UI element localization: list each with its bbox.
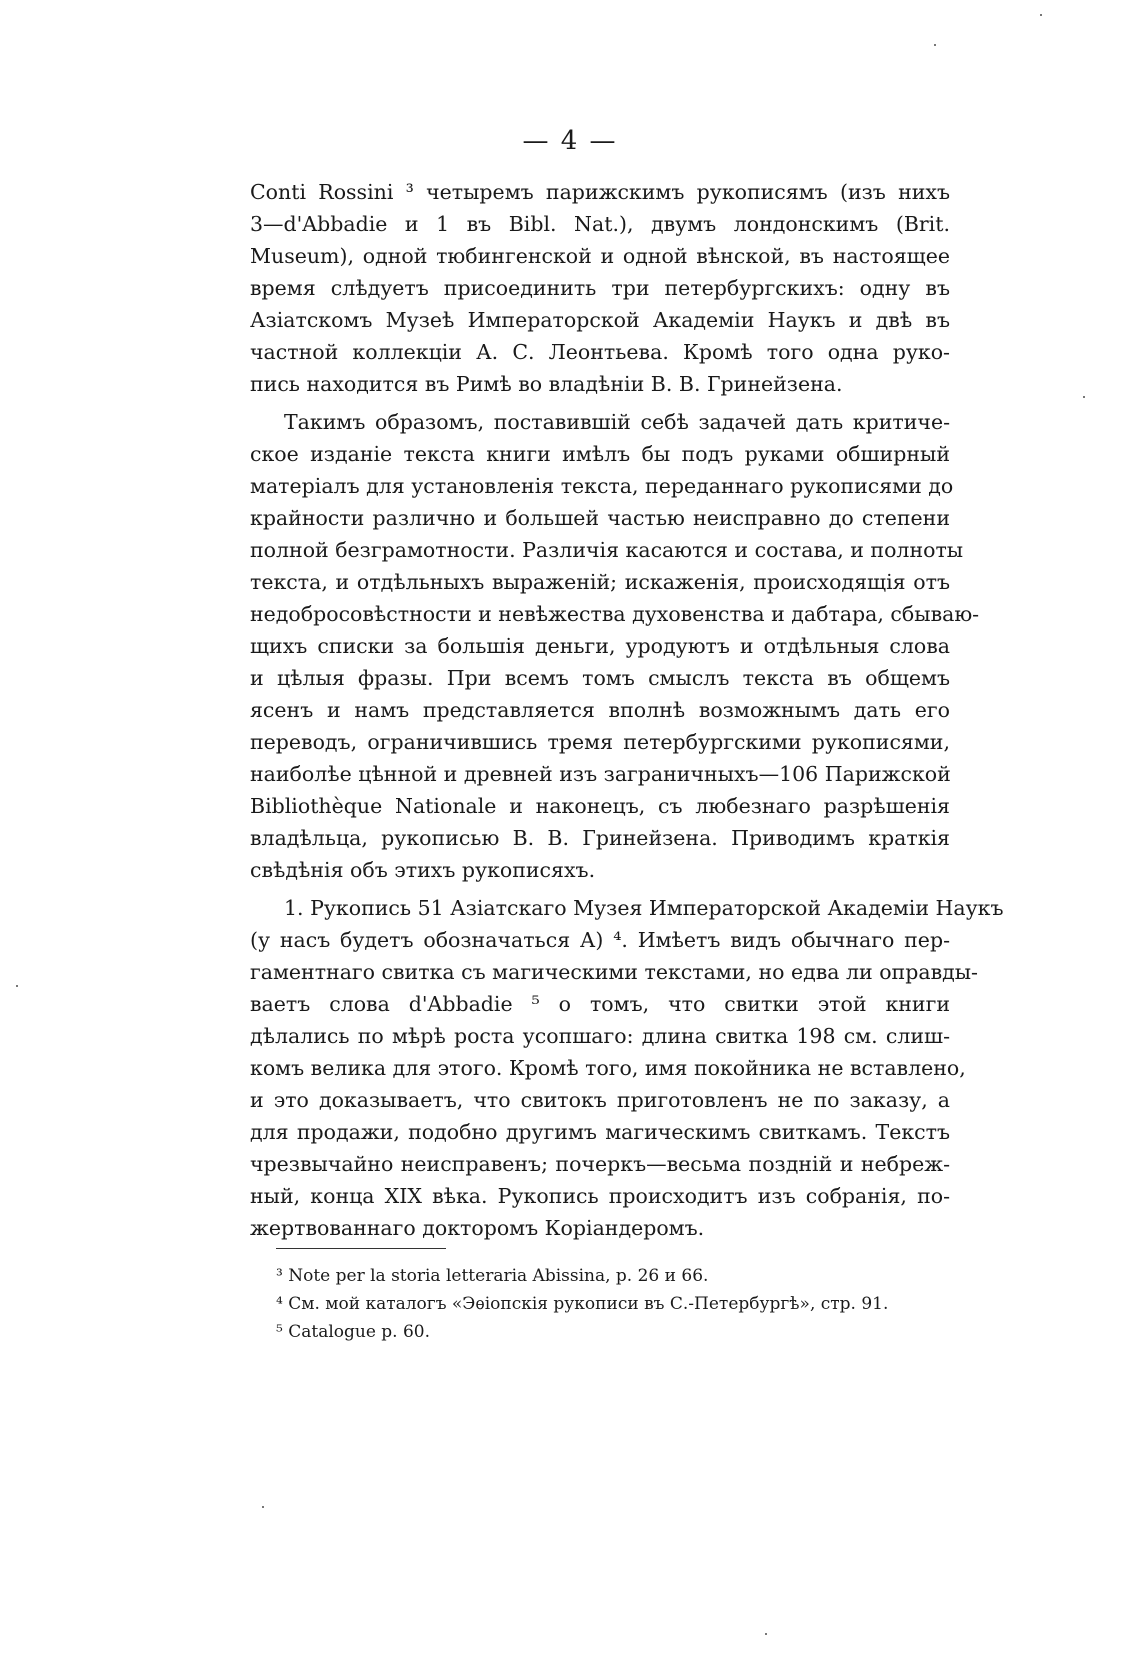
- page-number: — 4 —: [522, 126, 618, 156]
- text-line: дѣлались по мѣрѣ роста усопшаго: длина свитка 198 см. слиш-: [250, 1024, 950, 1048]
- text-line: Museum), одной тюбингенской и одной вѣнской, въ настоящее: [250, 244, 950, 268]
- scan-speck: [1040, 14, 1042, 16]
- text-line: время слѣдуетъ присоединить три петербургскихъ: одну въ: [250, 276, 950, 300]
- footnotes: [276, 1262, 976, 1346]
- text-line: гаментнаго свитка съ магическими текстами, но едва ли оправды-: [250, 960, 978, 984]
- scan-speck: [16, 985, 18, 987]
- footnote: ⁴ См. мой каталогъ «Эѳіопскія рукописи въ С.-Петербургѣ», стр. 91.: [276, 1294, 889, 1314]
- text-line: переводъ, ограничившись тремя петербургскими рукописями,: [250, 730, 950, 754]
- text-line: жертвованнаго докторомъ Коріандеромъ.: [250, 1216, 705, 1240]
- text-line: 1. Рукопись 51 Азіатскаго Музея Императорской Академіи Наукъ: [284, 896, 1004, 920]
- scan-speck: [1083, 396, 1085, 398]
- scan-speck: [934, 44, 936, 46]
- text-line: Bibliothèque Nationale и наконецъ, съ любезнаго разрѣшенія: [250, 794, 950, 818]
- text-line: наиболѣе цѣнной и древней изъ заграничныхъ—106 Парижской: [250, 762, 951, 786]
- text-line: текста, и отдѣльныхъ выраженій; искаженія, происходящія отъ: [250, 570, 950, 594]
- text-line: Азіатскомъ Музеѣ Императорской Академіи Наукъ и двѣ въ: [250, 308, 950, 332]
- text-line: ваетъ слова d'Abbadie ⁵ о томъ, что свитки этой книги: [250, 992, 950, 1016]
- text-line: ясенъ и намъ представляется вполнѣ возможнымъ дать его: [250, 698, 950, 722]
- text-line: недобросовѣстности и невѣжества духовенства и дабтара, сбываю-: [250, 602, 980, 626]
- text-line: матеріалъ для установленія текста, переданнаго рукописями до: [250, 474, 954, 498]
- text-line: частной коллекціи А. С. Леонтьева. Кромѣ того одна руко-: [250, 340, 950, 364]
- text-line: для продажи, подобно другимъ магическимъ свиткамъ. Текстъ: [250, 1120, 950, 1144]
- text-line: пись находится въ Римѣ во владѣніи В. В. Гринейзена.: [250, 372, 843, 396]
- scan-speck: [765, 1633, 767, 1635]
- scan-speck: [262, 1506, 264, 1508]
- text-line: ское изданіе текста книги имѣлъ бы подъ руками обширный: [250, 442, 950, 466]
- text-line: комъ велика для этого. Кромѣ того, имя покойника не вставлено,: [250, 1056, 966, 1080]
- footnote: ⁵ Catalogue p. 60.: [276, 1322, 431, 1342]
- text-line: владѣльца, рукописью В. В. Гринейзена. Приводимъ краткія: [250, 826, 950, 850]
- text-line: и цѣлыя фразы. При всемъ томъ смыслъ текста въ общемъ: [250, 666, 950, 690]
- text-line: щихъ списки за большія деньги, уродуютъ и отдѣльныя слова: [250, 634, 950, 658]
- text-line: Такимъ образомъ, поставившій себѣ задачей дать критиче-: [284, 410, 950, 434]
- text-line: полной безграмотности. Различія касаются и состава, и полноты: [250, 538, 964, 562]
- text-line: и это доказываетъ, что свитокъ приготовленъ не по заказу, а: [250, 1088, 950, 1112]
- body-text: [250, 176, 1004, 1244]
- text-line: Conti Rossini ³ четыремъ парижскимъ рукописямъ (изъ нихъ: [250, 180, 950, 204]
- text-line: чрезвычайно неисправенъ; почеркъ—весьма поздній и небреж-: [250, 1152, 950, 1176]
- text-line: 3—d'Abbadie и 1 въ Bibl. Nat.), двумъ лондонскимъ (Brit.: [250, 212, 950, 236]
- text-line: ный, конца XIX вѣка. Рукопись происходитъ изъ собранія, по-: [250, 1184, 950, 1208]
- footnote-divider: [276, 1248, 446, 1249]
- text-line: крайности различно и большей частью неисправно до степени: [250, 506, 950, 530]
- text-line: свѣдѣнія объ этихъ рукописяхъ.: [250, 858, 596, 882]
- footnote: ³ Note per la storia letteraria Abissina, p. 26 и 66.: [276, 1266, 709, 1286]
- text-line: (у насъ будетъ обозначаться А) ⁴. Имѣетъ видъ обычнаго пер-: [250, 928, 950, 952]
